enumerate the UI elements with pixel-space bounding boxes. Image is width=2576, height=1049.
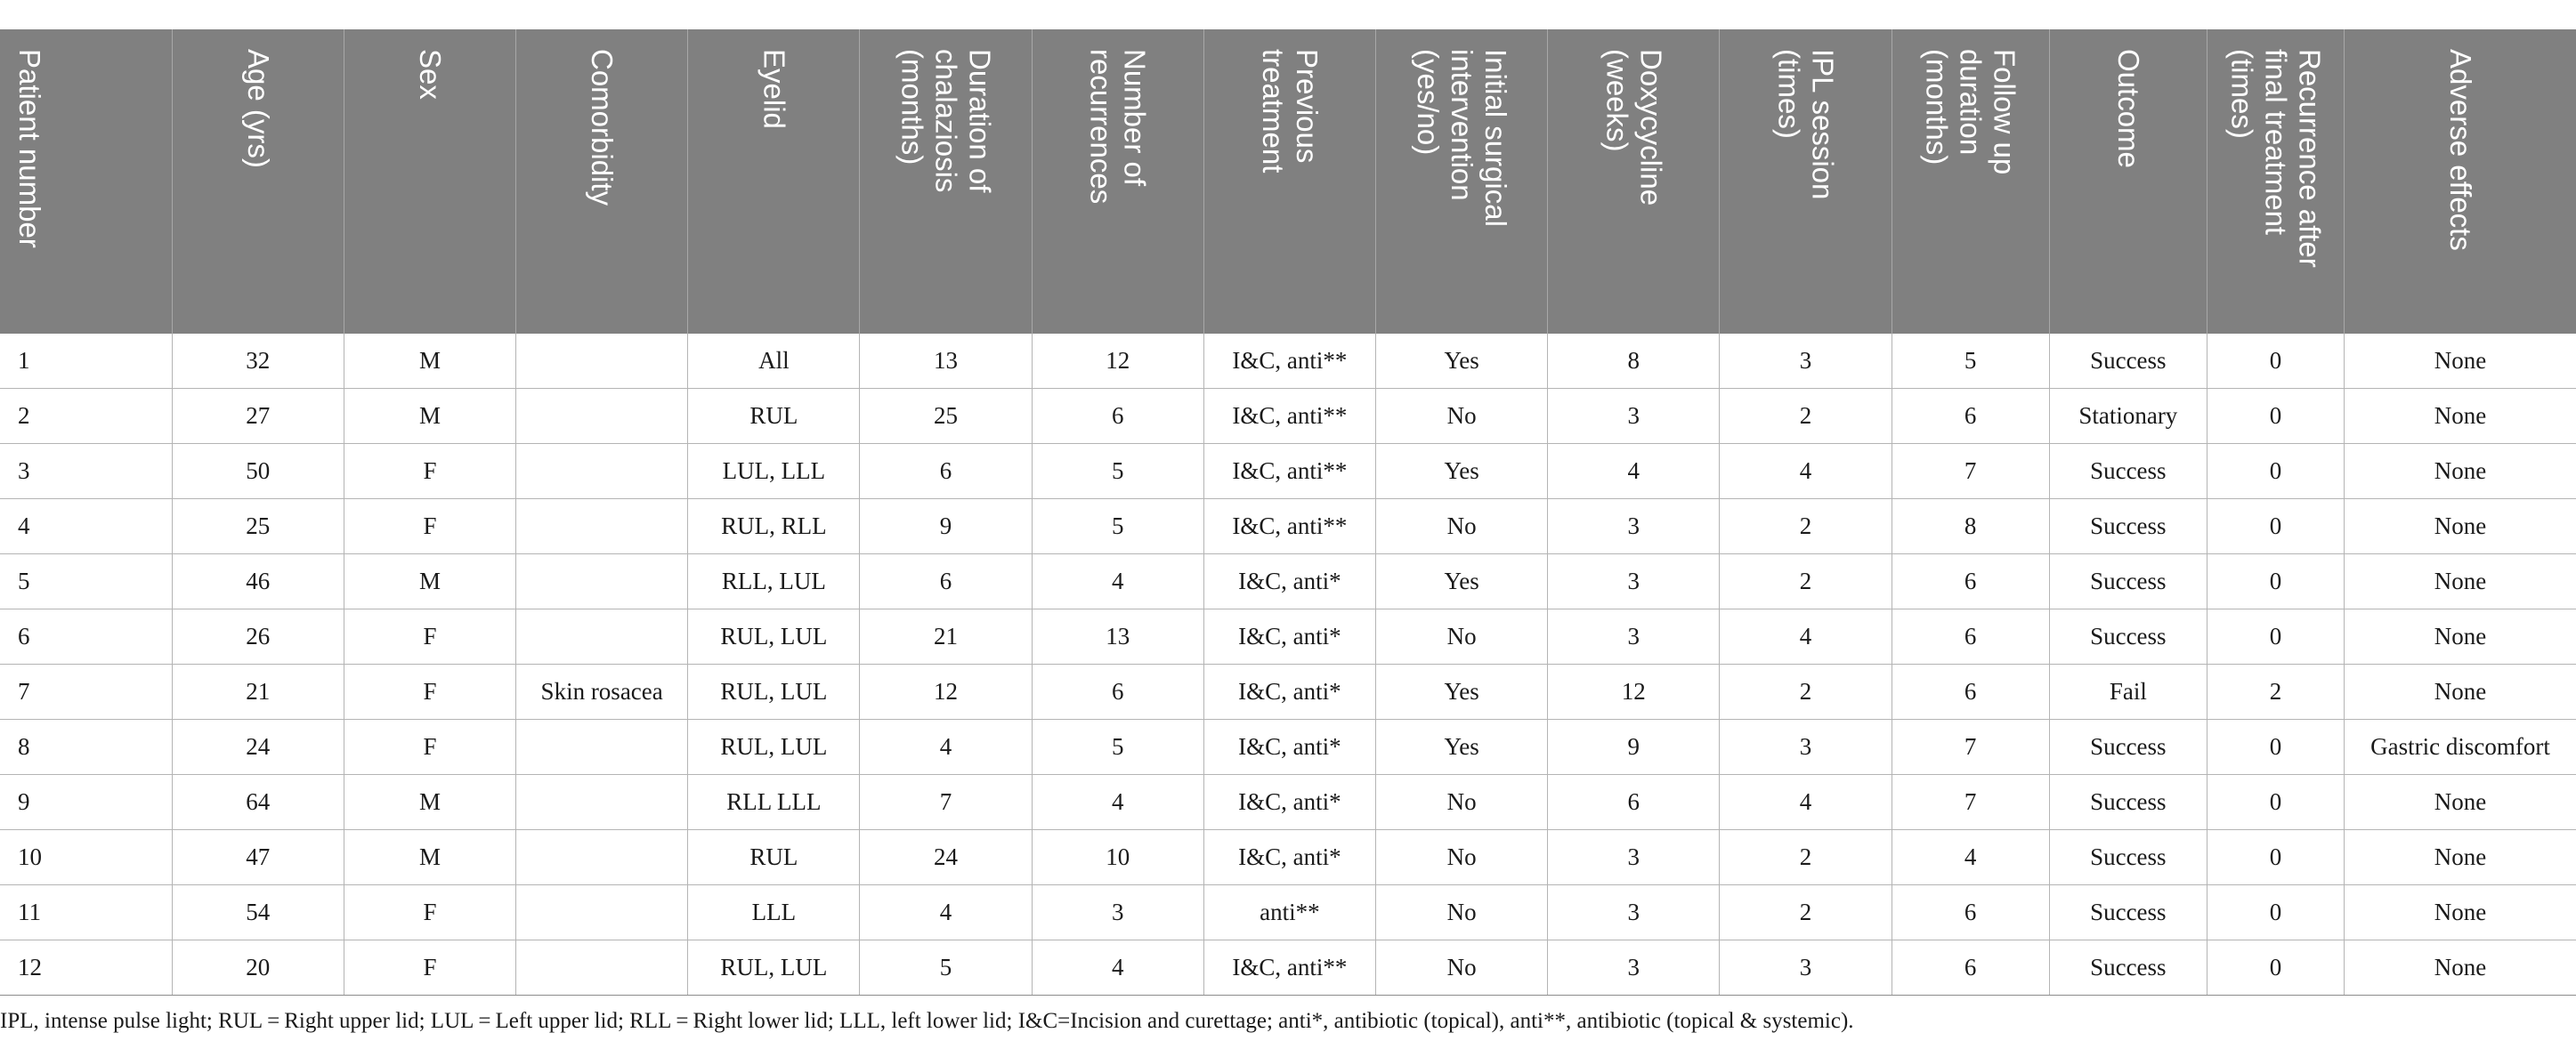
cell-comorbidity	[516, 609, 688, 665]
column-header-label: Sex	[413, 49, 447, 100]
cell-adverse-effects: None	[2345, 830, 2576, 885]
cell-eyelid: RLL, LUL	[688, 554, 860, 609]
cell-outcome: Success	[2049, 830, 2207, 885]
table-row	[0, 609, 2576, 665]
cell-previous-treatment: anti**	[1203, 885, 1375, 940]
cell-previous-treatment: I&C, anti*	[1203, 775, 1375, 830]
cell-outcome: Success	[2049, 334, 2207, 389]
cell-initial-surgical-intervention: Yes	[1376, 444, 1548, 499]
cell-sex: F	[344, 940, 515, 996]
cell-doxycycline: 3	[1548, 389, 1720, 444]
cell-follow-up-duration: 8	[1891, 499, 2049, 554]
cell-recurrence-after-final-treatment: 2	[2207, 665, 2344, 720]
cell-comorbidity	[516, 389, 688, 444]
cell-number-of-recurrences: 4	[1032, 940, 1203, 996]
cell-ipl-session: 2	[1720, 830, 1891, 885]
cell-age: 25	[172, 499, 344, 554]
cell-duration-of-chalaziosis: 6	[860, 554, 1032, 609]
cell-patient-number: 5	[0, 554, 172, 609]
column-header-adverse-effects	[2345, 29, 2576, 334]
footnote: IPL, intense pulse light; RUL = Right upper lid; LUL = Left upper lid; RLL = Right lower lid; LLL, left lower lid; I&C=Incision and curettage; anti*, antibiotic (topical), anti**, antibiotic (topical & systemic).	[0, 1009, 1854, 1033]
cell-eyelid: RUL	[688, 830, 860, 885]
table-row	[0, 499, 2576, 554]
cell-doxycycline: 4	[1548, 444, 1720, 499]
cell-eyelid: RUL, LUL	[688, 940, 860, 996]
cell-sex: F	[344, 885, 515, 940]
cell-adverse-effects: None	[2345, 609, 2576, 665]
cell-doxycycline: 3	[1548, 499, 1720, 554]
cell-sex: F	[344, 720, 515, 775]
cell-doxycycline: 12	[1548, 665, 1720, 720]
cell-adverse-effects: None	[2345, 389, 2576, 444]
cell-age: 50	[172, 444, 344, 499]
cell-previous-treatment: I&C, anti**	[1203, 940, 1375, 996]
cell-doxycycline: 3	[1548, 885, 1720, 940]
column-header-label: Doxycycline (weeks)	[1600, 49, 1668, 206]
cell-sex: F	[344, 499, 515, 554]
column-header-previous-treatment	[1203, 29, 1375, 334]
column-header-label: Outcome	[2111, 49, 2145, 168]
cell-comorbidity	[516, 720, 688, 775]
column-header-follow-up-duration	[1891, 29, 2049, 334]
cell-age: 20	[172, 940, 344, 996]
cell-eyelid: RUL	[688, 389, 860, 444]
cell-follow-up-duration: 7	[1891, 775, 2049, 830]
cell-follow-up-duration: 6	[1891, 665, 2049, 720]
table-row	[0, 720, 2576, 775]
cell-duration-of-chalaziosis: 4	[860, 720, 1032, 775]
cell-eyelid: LUL, LLL	[688, 444, 860, 499]
column-header-label: Age (yrs)	[241, 49, 275, 168]
cell-adverse-effects: None	[2345, 940, 2576, 996]
cell-patient-number: 10	[0, 830, 172, 885]
cell-comorbidity	[516, 885, 688, 940]
cell-age: 27	[172, 389, 344, 444]
cell-recurrence-after-final-treatment: 0	[2207, 334, 2344, 389]
cell-follow-up-duration: 6	[1891, 885, 2049, 940]
cell-initial-surgical-intervention: Yes	[1376, 665, 1548, 720]
cell-number-of-recurrences: 3	[1032, 885, 1203, 940]
cell-adverse-effects: None	[2345, 665, 2576, 720]
cell-doxycycline: 3	[1548, 554, 1720, 609]
cell-sex: M	[344, 389, 515, 444]
cell-eyelid: LLL	[688, 885, 860, 940]
column-header-initial-surgical-intervention	[1376, 29, 1548, 334]
cell-duration-of-chalaziosis: 7	[860, 775, 1032, 830]
cell-eyelid: RUL, RLL	[688, 499, 860, 554]
cell-age: 32	[172, 334, 344, 389]
cell-outcome: Success	[2049, 499, 2207, 554]
cell-number-of-recurrences: 4	[1032, 775, 1203, 830]
cell-initial-surgical-intervention: No	[1376, 389, 1548, 444]
cell-recurrence-after-final-treatment: 0	[2207, 389, 2344, 444]
header-row	[0, 29, 2576, 334]
table-row	[0, 389, 2576, 444]
cell-outcome: Success	[2049, 554, 2207, 609]
cell-number-of-recurrences: 5	[1032, 444, 1203, 499]
column-header-outcome	[2049, 29, 2207, 334]
cell-recurrence-after-final-treatment: 0	[2207, 609, 2344, 665]
cell-sex: M	[344, 334, 515, 389]
cell-patient-number: 1	[0, 334, 172, 389]
cell-doxycycline: 3	[1548, 940, 1720, 996]
patient-table	[0, 29, 2576, 996]
cell-duration-of-chalaziosis: 21	[860, 609, 1032, 665]
cell-follow-up-duration: 6	[1891, 389, 2049, 444]
cell-adverse-effects: None	[2345, 499, 2576, 554]
cell-patient-number: 9	[0, 775, 172, 830]
column-header-label: Duration of chalaziosis (months)	[895, 49, 997, 193]
cell-doxycycline: 9	[1548, 720, 1720, 775]
table-body	[0, 334, 2576, 996]
cell-ipl-session: 2	[1720, 554, 1891, 609]
cell-outcome: Success	[2049, 444, 2207, 499]
cell-duration-of-chalaziosis: 4	[860, 885, 1032, 940]
cell-previous-treatment: I&C, anti**	[1203, 444, 1375, 499]
cell-duration-of-chalaziosis: 6	[860, 444, 1032, 499]
cell-number-of-recurrences: 12	[1032, 334, 1203, 389]
column-header-label: Previous treatment	[1256, 49, 1324, 173]
cell-recurrence-after-final-treatment: 0	[2207, 830, 2344, 885]
table-row	[0, 940, 2576, 996]
table-row	[0, 830, 2576, 885]
cell-sex: F	[344, 444, 515, 499]
cell-comorbidity: Skin rosacea	[516, 665, 688, 720]
cell-sex: M	[344, 830, 515, 885]
cell-recurrence-after-final-treatment: 0	[2207, 885, 2344, 940]
cell-comorbidity	[516, 444, 688, 499]
cell-adverse-effects: None	[2345, 444, 2576, 499]
cell-previous-treatment: I&C, anti*	[1203, 720, 1375, 775]
table-row	[0, 444, 2576, 499]
cell-eyelid: RUL, LUL	[688, 665, 860, 720]
cell-comorbidity	[516, 940, 688, 996]
column-header-label: Number of recurrences	[1084, 49, 1152, 205]
cell-follow-up-duration: 6	[1891, 609, 2049, 665]
cell-eyelid: RUL, LUL	[688, 720, 860, 775]
cell-recurrence-after-final-treatment: 0	[2207, 775, 2344, 830]
cell-recurrence-after-final-treatment: 0	[2207, 499, 2344, 554]
cell-ipl-session: 2	[1720, 499, 1891, 554]
column-header-label: Comorbidity	[586, 49, 620, 206]
column-header-label: IPL session (times)	[1772, 49, 1840, 200]
cell-patient-number: 11	[0, 885, 172, 940]
cell-age: 64	[172, 775, 344, 830]
cell-patient-number: 12	[0, 940, 172, 996]
cell-doxycycline: 8	[1548, 334, 1720, 389]
column-header-label: Follow up duration (months)	[1920, 49, 2021, 175]
cell-outcome: Success	[2049, 720, 2207, 775]
cell-recurrence-after-final-treatment: 0	[2207, 940, 2344, 996]
cell-initial-surgical-intervention: No	[1376, 830, 1548, 885]
cell-recurrence-after-final-treatment: 0	[2207, 554, 2344, 609]
cell-number-of-recurrences: 5	[1032, 499, 1203, 554]
cell-number-of-recurrences: 13	[1032, 609, 1203, 665]
cell-ipl-session: 2	[1720, 885, 1891, 940]
cell-number-of-recurrences: 6	[1032, 665, 1203, 720]
cell-outcome: Stationary	[2049, 389, 2207, 444]
cell-outcome: Success	[2049, 940, 2207, 996]
cell-duration-of-chalaziosis: 25	[860, 389, 1032, 444]
column-header-ipl-session	[1720, 29, 1891, 334]
cell-previous-treatment: I&C, anti*	[1203, 665, 1375, 720]
cell-comorbidity	[516, 334, 688, 389]
cell-follow-up-duration: 6	[1891, 554, 2049, 609]
cell-number-of-recurrences: 6	[1032, 389, 1203, 444]
cell-patient-number: 2	[0, 389, 172, 444]
cell-duration-of-chalaziosis: 12	[860, 665, 1032, 720]
cell-comorbidity	[516, 830, 688, 885]
cell-adverse-effects: None	[2345, 885, 2576, 940]
table-row	[0, 665, 2576, 720]
column-header-sex	[344, 29, 515, 334]
cell-sex: M	[344, 775, 515, 830]
cell-number-of-recurrences: 10	[1032, 830, 1203, 885]
cell-initial-surgical-intervention: Yes	[1376, 720, 1548, 775]
cell-age: 26	[172, 609, 344, 665]
cell-previous-treatment: I&C, anti**	[1203, 334, 1375, 389]
cell-initial-surgical-intervention: No	[1376, 940, 1548, 996]
column-header-number-of-recurrences	[1032, 29, 1203, 334]
cell-ipl-session: 4	[1720, 609, 1891, 665]
column-header-doxycycline	[1548, 29, 1720, 334]
cell-recurrence-after-final-treatment: 0	[2207, 720, 2344, 775]
cell-eyelid: RUL, LUL	[688, 609, 860, 665]
cell-adverse-effects: None	[2345, 775, 2576, 830]
cell-patient-number: 8	[0, 720, 172, 775]
cell-patient-number: 6	[0, 609, 172, 665]
cell-ipl-session: 2	[1720, 665, 1891, 720]
cell-age: 46	[172, 554, 344, 609]
cell-outcome: Success	[2049, 775, 2207, 830]
cell-eyelid: All	[688, 334, 860, 389]
cell-comorbidity	[516, 775, 688, 830]
cell-duration-of-chalaziosis: 5	[860, 940, 1032, 996]
cell-adverse-effects: None	[2345, 554, 2576, 609]
cell-follow-up-duration: 7	[1891, 444, 2049, 499]
cell-eyelid: RLL LLL	[688, 775, 860, 830]
cell-age: 24	[172, 720, 344, 775]
column-header-age	[172, 29, 344, 334]
cell-sex: F	[344, 665, 515, 720]
cell-previous-treatment: I&C, anti*	[1203, 554, 1375, 609]
cell-doxycycline: 3	[1548, 830, 1720, 885]
column-header-duration-of-chalaziosis	[860, 29, 1032, 334]
cell-ipl-session: 4	[1720, 775, 1891, 830]
cell-patient-number: 7	[0, 665, 172, 720]
cell-ipl-session: 3	[1720, 720, 1891, 775]
table-row	[0, 554, 2576, 609]
column-header-label: Recurrence after final treatment (times)	[2225, 49, 2327, 268]
column-header-label: Eyelid	[757, 49, 791, 129]
cell-ipl-session: 3	[1720, 940, 1891, 996]
column-header-comorbidity	[516, 29, 688, 334]
cell-follow-up-duration: 5	[1891, 334, 2049, 389]
cell-age: 54	[172, 885, 344, 940]
cell-ipl-session: 2	[1720, 389, 1891, 444]
cell-comorbidity	[516, 554, 688, 609]
cell-number-of-recurrences: 5	[1032, 720, 1203, 775]
cell-initial-surgical-intervention: No	[1376, 609, 1548, 665]
cell-duration-of-chalaziosis: 24	[860, 830, 1032, 885]
cell-doxycycline: 3	[1548, 609, 1720, 665]
cell-recurrence-after-final-treatment: 0	[2207, 444, 2344, 499]
cell-ipl-session: 4	[1720, 444, 1891, 499]
cell-initial-surgical-intervention: Yes	[1376, 334, 1548, 389]
cell-patient-number: 4	[0, 499, 172, 554]
column-header-patient-number	[0, 29, 172, 334]
cell-doxycycline: 6	[1548, 775, 1720, 830]
table-row	[0, 885, 2576, 940]
cell-previous-treatment: I&C, anti*	[1203, 609, 1375, 665]
cell-duration-of-chalaziosis: 9	[860, 499, 1032, 554]
cell-ipl-session: 3	[1720, 334, 1891, 389]
cell-outcome: Fail	[2049, 665, 2207, 720]
cell-outcome: Success	[2049, 885, 2207, 940]
cell-initial-surgical-intervention: No	[1376, 885, 1548, 940]
cell-initial-surgical-intervention: No	[1376, 499, 1548, 554]
column-header-recurrence-after-final-treatment	[2207, 29, 2344, 334]
cell-follow-up-duration: 7	[1891, 720, 2049, 775]
cell-previous-treatment: I&C, anti**	[1203, 389, 1375, 444]
cell-comorbidity	[516, 499, 688, 554]
cell-sex: M	[344, 554, 515, 609]
cell-number-of-recurrences: 4	[1032, 554, 1203, 609]
column-header-label: Initial surgical intervention (yes/no)	[1412, 49, 1513, 227]
cell-follow-up-duration: 6	[1891, 940, 2049, 996]
cell-patient-number: 3	[0, 444, 172, 499]
cell-follow-up-duration: 4	[1891, 830, 2049, 885]
cell-duration-of-chalaziosis: 13	[860, 334, 1032, 389]
cell-initial-surgical-intervention: No	[1376, 775, 1548, 830]
column-header-label: Patient number	[13, 49, 46, 248]
cell-initial-surgical-intervention: Yes	[1376, 554, 1548, 609]
column-header-label: Adverse effects	[2444, 49, 2478, 251]
table-row	[0, 775, 2576, 830]
cell-sex: F	[344, 609, 515, 665]
cell-age: 21	[172, 665, 344, 720]
cell-outcome: Success	[2049, 609, 2207, 665]
table-row	[0, 334, 2576, 389]
cell-previous-treatment: I&C, anti**	[1203, 499, 1375, 554]
cell-previous-treatment: I&C, anti*	[1203, 830, 1375, 885]
cell-adverse-effects: Gastric discomfort	[2345, 720, 2576, 775]
cell-age: 47	[172, 830, 344, 885]
cell-adverse-effects: None	[2345, 334, 2576, 389]
column-header-eyelid	[688, 29, 860, 334]
